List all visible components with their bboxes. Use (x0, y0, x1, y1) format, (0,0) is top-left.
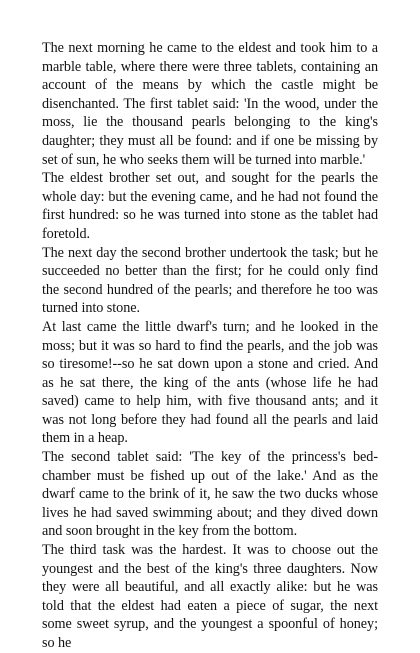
paragraph-3: The next day the second brother undertook the task; but he succeeded no better than the first; for he could only find the second hundred of the pearls; and therefore he too was turned into stone. (42, 244, 378, 317)
paragraph-5: The second tablet said: 'The key of the princess's bed-chamber must be fished up out of the lake.' And as the dwarf came to the brink of it, he saw the two ducks whose lives he had saved swimming about; and they dived down and soon brought in the key from the bottom. (42, 449, 378, 540)
paragraph-6: The third task was the hardest. It was to choose out the youngest and the best of the king's three daughters. Now they were all beautiful, and all exactly alike: but he was told that the eldest had eaten a piece of sugar, the next some sweet syrup, and the youngest a spoonful of honey; so he (42, 542, 378, 651)
paragraph-1: The next morning he came to the eldest and took him to a marble table, where there were three tablets, containing an account of the means by which the castle might be disenchanted. The first tablet said: 'In the wood, under the moss, lie the thousand pearls belonging to the king's daughter; they must all be found: and if one be missing by set of sun, he who seeks them will be turned into marble.' (42, 40, 378, 168)
page-text (42, 39, 378, 653)
paragraph-4: At last came the little dwarf's turn; and he looked in the moss; but it was so hard to find the pearls, and the job was so tiresome!--so he sat down upon a stone and cried. And as he sat there, the king of the ants (whose life he had saved) came to help him, with five thousand ants; and it was not long before they had found all the pearls and laid them in a heap. (42, 318, 378, 447)
paragraph-2: The eldest brother set out, and sought for the pearls the whole day: but the evening came, and he had not found the first hundred: so he was turned into stone as the tablet had foretold. (42, 170, 378, 242)
